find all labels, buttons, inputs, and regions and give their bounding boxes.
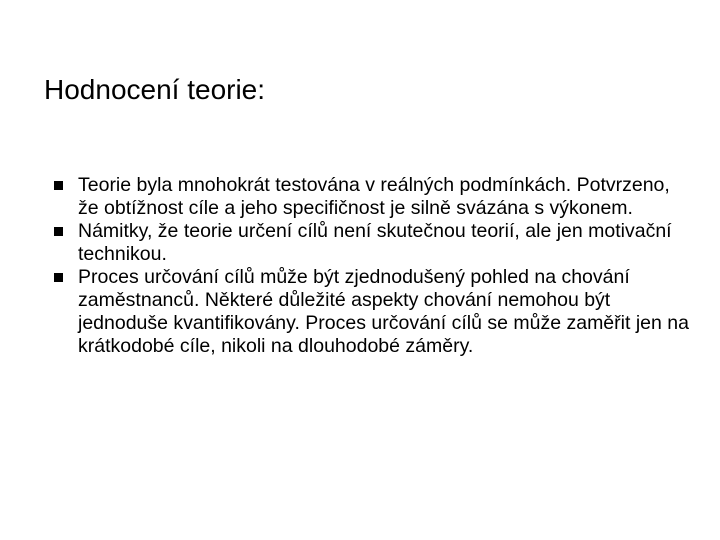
square-bullet-icon [54, 227, 63, 236]
square-bullet-icon [54, 273, 63, 282]
square-bullet-icon [54, 181, 63, 190]
bullet-list [54, 174, 694, 358]
bullet-text: Námitky, že teorie určení cílů není skutečnou teorií, ale jen motivační technikou. [78, 220, 672, 265]
slide-title: Hodnocení teorie: [44, 74, 266, 105]
bullet-item [54, 266, 694, 358]
bullet-text: Teorie byla mnohokrát testována v reálných podmínkách. Potvrzeno, že obtížnost cíle a jeho specifičnost je silně svázána s výkonem. [78, 174, 670, 219]
bullet-item [54, 174, 694, 220]
bullet-text: Proces určování cílů může být zjednodušený pohled na chování zaměstnanců. Některé důležité aspekty chování nemohou být jednoduše kvantifikovány. Proces určování cílů se může zaměřit jen na krátkodobé cíle, nikoli na dlouhodobé záměry. [78, 266, 689, 357]
bullet-item [54, 220, 694, 266]
